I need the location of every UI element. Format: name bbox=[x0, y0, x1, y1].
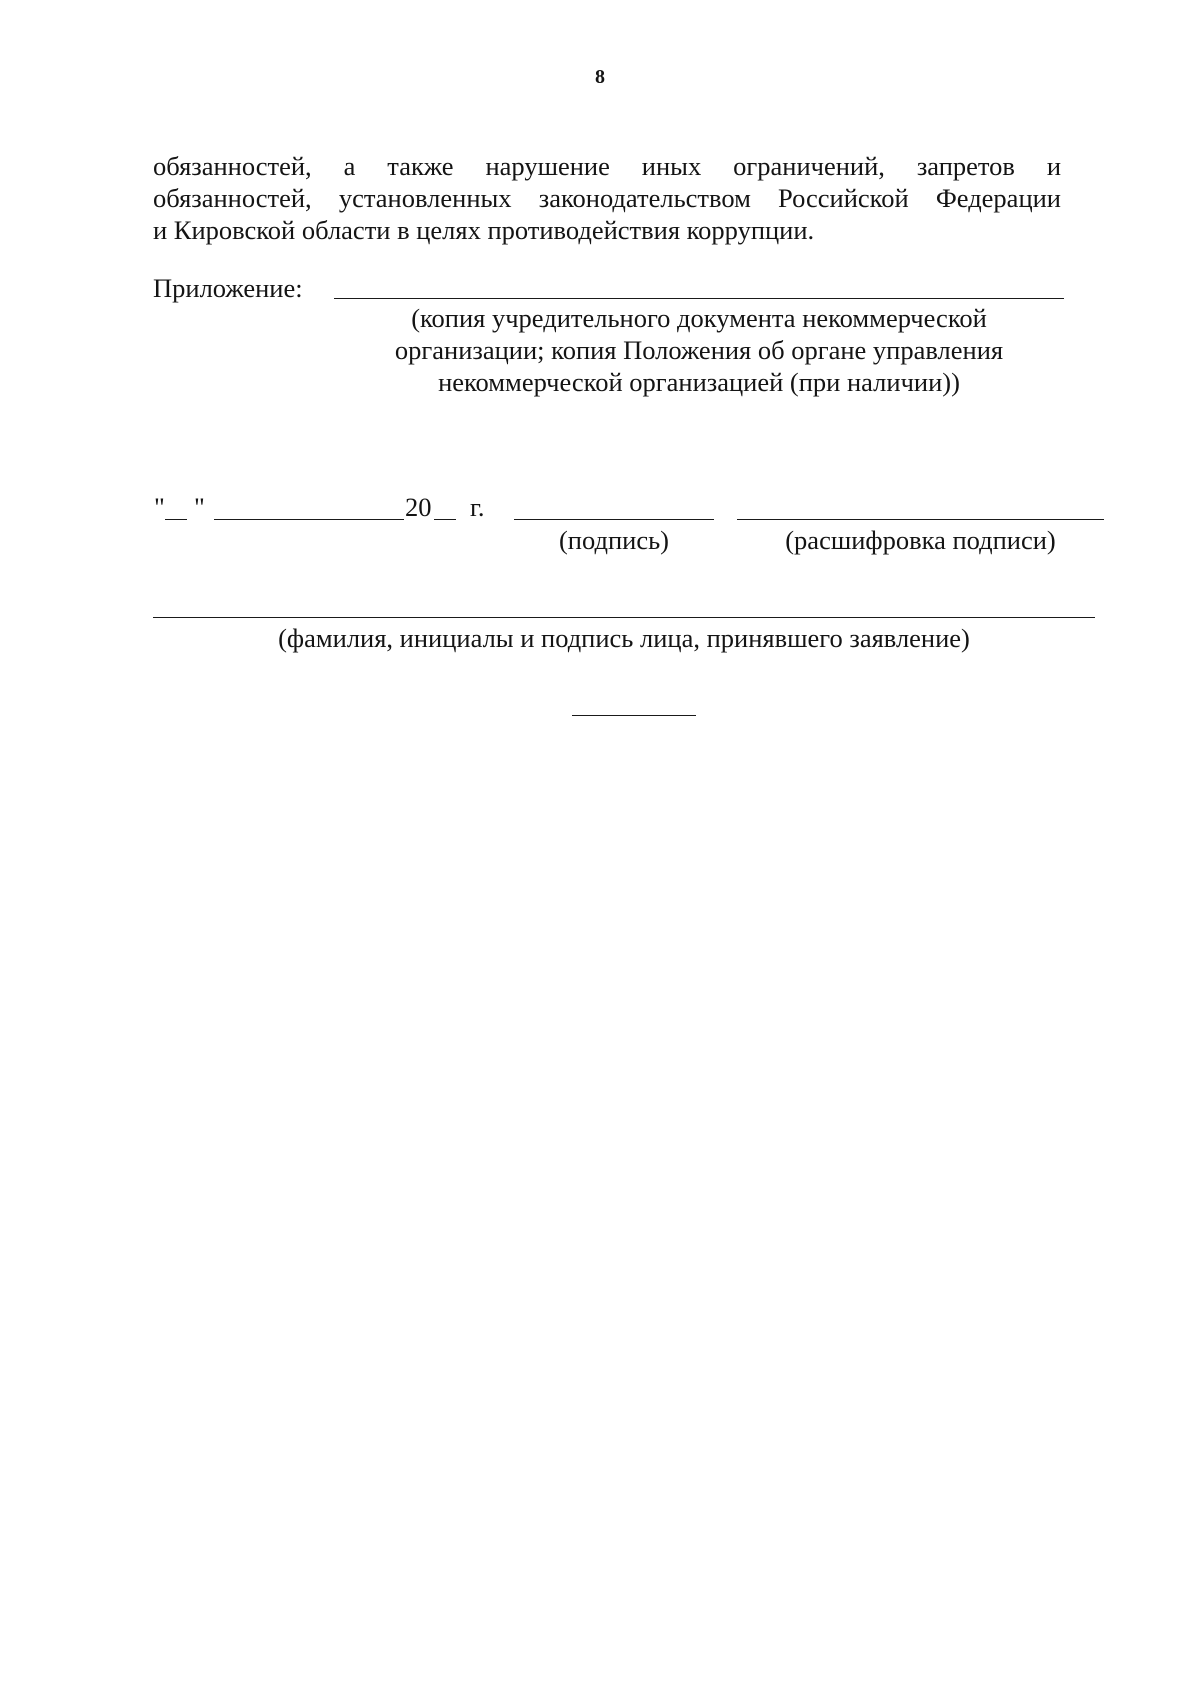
signature-decoding-caption: (расшифровка подписи) bbox=[785, 525, 1056, 555]
end-rule bbox=[572, 715, 696, 716]
body-line: обязанностей, установленных законодательством Российской Федерации bbox=[153, 183, 1061, 213]
page-number: 8 bbox=[595, 66, 605, 88]
date-open-quote: " bbox=[154, 492, 165, 522]
attachment-label: Приложение: bbox=[153, 273, 303, 303]
receiver-blank-line bbox=[153, 617, 1095, 618]
signature-caption: (подпись) bbox=[558, 525, 669, 555]
year-suffix: г. bbox=[470, 492, 485, 522]
year-prefix: 20 bbox=[405, 492, 432, 522]
attachment-caption-line: некоммерческой организацией (при наличии)) bbox=[438, 367, 960, 397]
body-line: и Кировской области в целях противодействия коррупции. bbox=[153, 215, 815, 245]
attachment-caption-line: (копия учредительного документа некоммерческой bbox=[411, 303, 987, 333]
year-blank-line bbox=[434, 519, 456, 520]
body-line: обязанностей, а также нарушение иных ограничений, запретов и bbox=[153, 151, 1061, 181]
month-blank-line bbox=[214, 519, 404, 520]
attachment-blank-line bbox=[334, 298, 1064, 299]
body-paragraph bbox=[153, 150, 1061, 246]
receiver-caption: (фамилия, инициалы и подпись лица, принявшего заявление) bbox=[278, 623, 970, 653]
date-close-quote: " bbox=[194, 492, 205, 522]
day-blank-line bbox=[165, 519, 187, 520]
attachment-caption-line: организации; копия Положения об органе управления bbox=[394, 335, 1004, 365]
signature-decoding-blank-line bbox=[737, 519, 1104, 520]
signature-blank-line bbox=[514, 519, 714, 520]
